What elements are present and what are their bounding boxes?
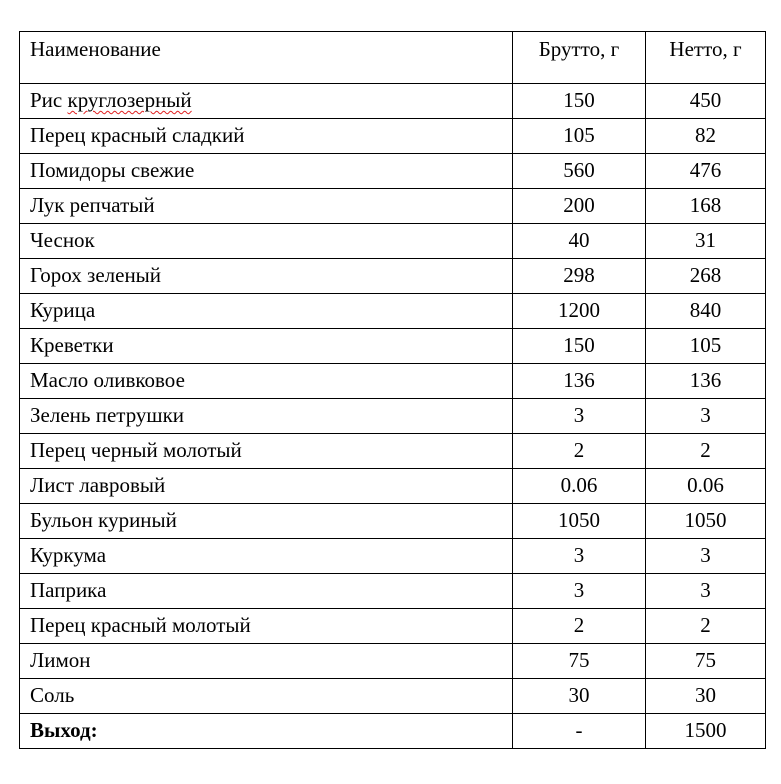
total-netto-value: 1500 xyxy=(646,714,766,749)
table-row xyxy=(20,119,766,154)
ingredient-name: Горох зеленый xyxy=(20,259,513,294)
netto-value: 840 xyxy=(646,294,766,329)
netto-value: 2 xyxy=(646,434,766,469)
netto-value: 3 xyxy=(646,539,766,574)
netto-value: 30 xyxy=(646,679,766,714)
ingredient-name: Куркума xyxy=(20,539,513,574)
netto-value: 168 xyxy=(646,189,766,224)
total-row xyxy=(20,714,766,749)
table-row xyxy=(20,679,766,714)
table-row xyxy=(20,189,766,224)
brutto-value: 3 xyxy=(513,399,646,434)
ingredient-name: Перец черный молотый xyxy=(20,434,513,469)
ingredients-table xyxy=(19,31,766,749)
ingredient-name xyxy=(20,84,513,119)
ingredient-name: Бульон куриный xyxy=(20,504,513,539)
table-row xyxy=(20,294,766,329)
netto-value: 136 xyxy=(646,364,766,399)
ingredient-name: Соль xyxy=(20,679,513,714)
netto-value: 268 xyxy=(646,259,766,294)
netto-value: 1050 xyxy=(646,504,766,539)
table-row xyxy=(20,364,766,399)
brutto-value: 560 xyxy=(513,154,646,189)
brutto-value: 75 xyxy=(513,644,646,679)
brutto-value: 30 xyxy=(513,679,646,714)
ingredient-name: Паприка xyxy=(20,574,513,609)
ingredient-name: Чеснок xyxy=(20,224,513,259)
table-row xyxy=(20,434,766,469)
brutto-value: 298 xyxy=(513,259,646,294)
table-row xyxy=(20,644,766,679)
table-row xyxy=(20,469,766,504)
header-brutto: Брутто, г xyxy=(513,32,646,84)
brutto-value: 1050 xyxy=(513,504,646,539)
spellcheck-flagged-word: круглозерный xyxy=(67,88,192,112)
brutto-value: 150 xyxy=(513,329,646,364)
table-row xyxy=(20,224,766,259)
total-label: Выход: xyxy=(20,714,513,749)
brutto-value: 2 xyxy=(513,609,646,644)
brutto-value: 3 xyxy=(513,539,646,574)
table-row xyxy=(20,539,766,574)
header-netto: Нетто, г xyxy=(646,32,766,84)
netto-value: 31 xyxy=(646,224,766,259)
ingredient-name: Перец красный молотый xyxy=(20,609,513,644)
brutto-value: 136 xyxy=(513,364,646,399)
netto-value: 476 xyxy=(646,154,766,189)
header-name: Наименование xyxy=(20,32,513,84)
table-row xyxy=(20,504,766,539)
ingredient-name: Лист лавровый xyxy=(20,469,513,504)
table-row xyxy=(20,84,766,119)
netto-value: 3 xyxy=(646,574,766,609)
netto-value: 82 xyxy=(646,119,766,154)
brutto-value: 2 xyxy=(513,434,646,469)
netto-value: 75 xyxy=(646,644,766,679)
table-row xyxy=(20,399,766,434)
total-brutto-value: - xyxy=(513,714,646,749)
table-row xyxy=(20,609,766,644)
brutto-value: 1200 xyxy=(513,294,646,329)
brutto-value: 150 xyxy=(513,84,646,119)
ingredient-name: Лимон xyxy=(20,644,513,679)
brutto-value: 105 xyxy=(513,119,646,154)
netto-value: 2 xyxy=(646,609,766,644)
ingredient-name: Масло оливковое xyxy=(20,364,513,399)
ingredient-name: Креветки xyxy=(20,329,513,364)
ingredient-name: Перец красный сладкий xyxy=(20,119,513,154)
ingredient-name: Курица xyxy=(20,294,513,329)
brutto-value: 40 xyxy=(513,224,646,259)
netto-value: 105 xyxy=(646,329,766,364)
table-row xyxy=(20,259,766,294)
table-row xyxy=(20,574,766,609)
table-row xyxy=(20,329,766,364)
table-header-row xyxy=(20,32,766,84)
netto-value: 3 xyxy=(646,399,766,434)
table-row xyxy=(20,154,766,189)
ingredient-name: Помидоры свежие xyxy=(20,154,513,189)
brutto-value: 200 xyxy=(513,189,646,224)
ingredient-name-prefix: Рис xyxy=(30,88,68,112)
netto-value: 450 xyxy=(646,84,766,119)
brutto-value: 0.06 xyxy=(513,469,646,504)
ingredient-name: Лук репчатый xyxy=(20,189,513,224)
netto-value: 0.06 xyxy=(646,469,766,504)
ingredient-name: Зелень петрушки xyxy=(20,399,513,434)
brutto-value: 3 xyxy=(513,574,646,609)
